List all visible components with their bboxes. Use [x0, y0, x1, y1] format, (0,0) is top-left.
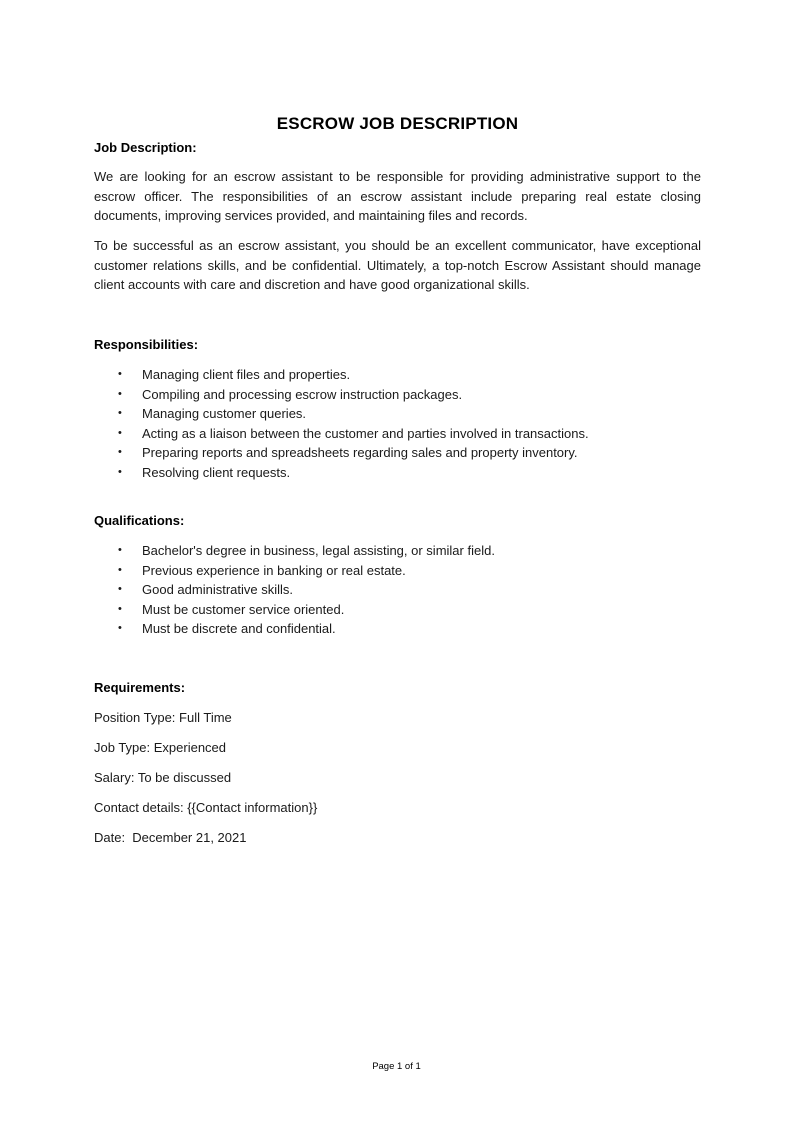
list-item-text: Bachelor's degree in business, legal assisting, or similar field. [142, 543, 495, 558]
bullet-icon: • [118, 602, 122, 615]
list-item [94, 404, 589, 424]
contact-details: Contact details: {{Contact information}} [94, 800, 318, 815]
job-type: Job Type: Experienced [94, 740, 227, 755]
list-item [94, 619, 495, 639]
list-item-text: Resolving client requests. [142, 464, 291, 480]
bullet-icon: • [118, 622, 122, 634]
list-item-text: Managing client files and properties. [142, 367, 351, 382]
list-item-text: Acting as a liaison between the customer and parties involved in transactions. [142, 425, 589, 441]
list-item [94, 463, 589, 483]
qualifications-heading: Qualifications: [94, 513, 185, 528]
bullet-icon: • [118, 426, 122, 439]
document-date: Date: December 21, 2021 [94, 830, 247, 845]
list-item [94, 580, 495, 600]
position-type: Position Type: Full Time [94, 710, 232, 725]
document-title: ESCROW JOB DESCRIPTION [276, 114, 519, 133]
list-item-text: Compiling and processing escrow instruction packages. [142, 386, 463, 402]
bullet-icon: • [118, 387, 122, 400]
list-item [94, 600, 495, 620]
list-item-text: Preparing reports and spreadsheets regarding sales and property inventory. [142, 445, 578, 460]
job-description-paragraph-1: We are looking for an escrow assistant to be responsible for providing administrative support to the escrow officer. The responsibilities of an escrow assistant include preparing real estate closing documents, improving services provided, and maintaining files and records. [94, 169, 701, 223]
list-item-text: Must be customer service oriented. [142, 601, 345, 617]
bullet-icon: • [118, 583, 122, 595]
salary: Salary: To be discussed [94, 770, 232, 785]
list-item [94, 443, 589, 463]
job-description-heading: Job Description: [94, 140, 197, 155]
list-item [94, 365, 589, 385]
bullet-icon: • [118, 368, 122, 380]
list-item-text: Managing customer queries. [142, 406, 307, 421]
requirements-heading: Requirements: [94, 680, 186, 695]
job-description-paragraph-2: To be successful as an escrow assistant, you should be an excellent communicator, have exceptional customer relations skills, and be confidential. Ultimately, a top-notch Escrow Assistant should manage client accounts with care and discretion and have good organizational skills. [94, 238, 701, 292]
list-item-text: Good administrative skills. [142, 582, 293, 597]
list-item [94, 561, 495, 581]
bullet-icon: • [118, 563, 122, 576]
list-item [94, 385, 589, 405]
list-item [94, 424, 589, 444]
list-item-text: Must be discrete and confidential. [142, 621, 336, 636]
responsibilities-list [94, 365, 589, 482]
page-number: Page 1 of 1 [372, 1061, 421, 1072]
list-item-text: Previous experience in banking or real estate. [142, 562, 406, 578]
bullet-icon: • [118, 465, 122, 478]
list-item [94, 541, 495, 561]
responsibilities-heading: Responsibilities: [94, 337, 199, 352]
qualifications-list [94, 541, 495, 639]
bullet-icon: • [118, 544, 122, 556]
bullet-icon: • [118, 407, 122, 419]
bullet-icon: • [118, 446, 122, 458]
